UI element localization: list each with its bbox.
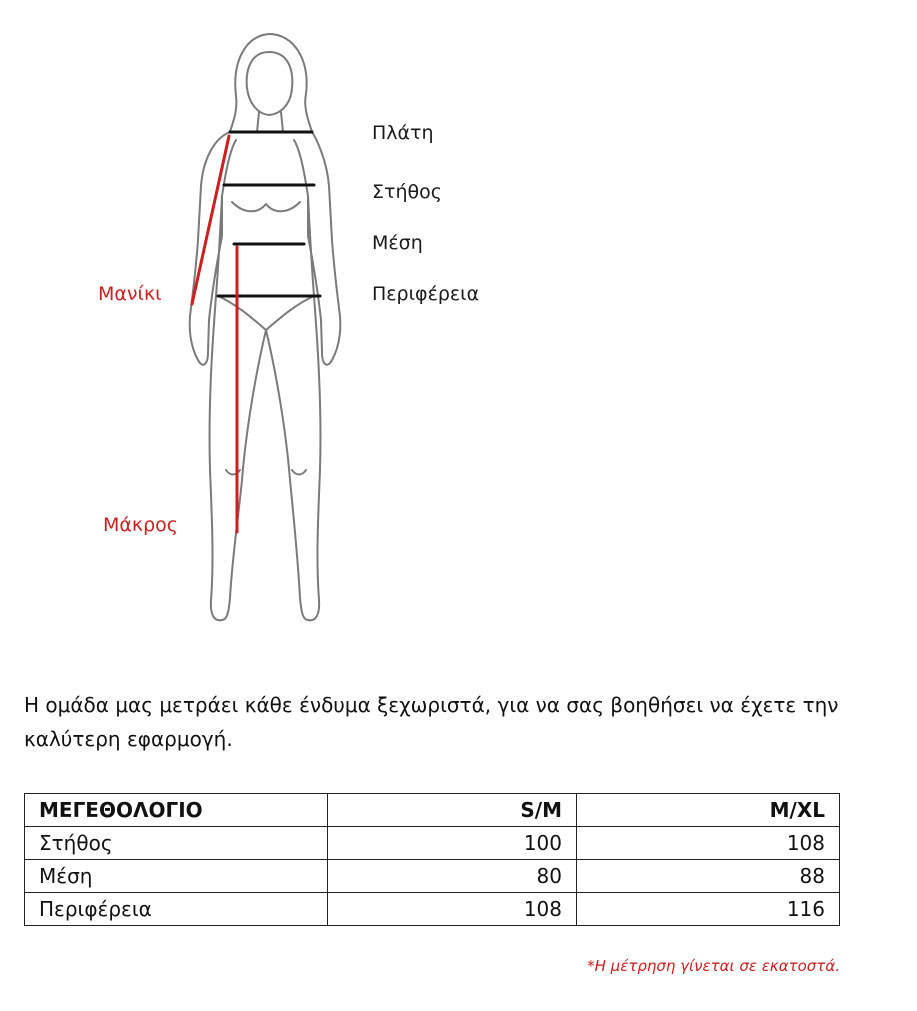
- cell-m-xl: 116: [577, 893, 840, 926]
- label-sleeve: Μανίκι: [98, 283, 162, 305]
- accent-measurement-lines: [192, 136, 237, 532]
- table-row: [25, 893, 840, 926]
- size-table: [24, 793, 840, 926]
- label-waist: Μέση: [372, 232, 423, 254]
- cell-m-xl: 88: [577, 860, 840, 893]
- cell-s-m: 108: [328, 893, 577, 926]
- label-shoulders: Πλάτη: [372, 122, 434, 144]
- label-hips: Περιφέρεια: [372, 283, 480, 305]
- cell-s-m: 100: [328, 827, 577, 860]
- cell-s-m: 80: [328, 860, 577, 893]
- size-table-header-row: [25, 794, 840, 827]
- measurement-unit-note: *Η μέτρηση γίνεται σε εκατοστά.: [587, 957, 840, 975]
- intro-paragraph: Η ομάδα μας μετράει κάθε ένδυμα ξεχωριστά, για να σας βοηθήσει να έχετε την καλύτερη εφαρμογή.: [24, 693, 839, 751]
- table-row: [25, 860, 840, 893]
- sleeve-line: [192, 136, 229, 304]
- header-m-xl: M/XL: [577, 794, 840, 827]
- header-s-m: S/M: [328, 794, 577, 827]
- cell-m-xl: 108: [577, 827, 840, 860]
- row-label: Στήθος: [25, 827, 328, 860]
- row-label: Μέση: [25, 860, 328, 893]
- measurement-lines: [218, 132, 320, 296]
- label-chest: Στήθος: [372, 181, 442, 203]
- header-size-chart: ΜΕΓΕΘΟΛΟΓΙΟ: [25, 794, 328, 827]
- silhouette-outline: [190, 34, 341, 620]
- table-row: [25, 827, 840, 860]
- row-label: Περιφέρεια: [25, 893, 328, 926]
- label-length: Μάκρος: [103, 514, 178, 536]
